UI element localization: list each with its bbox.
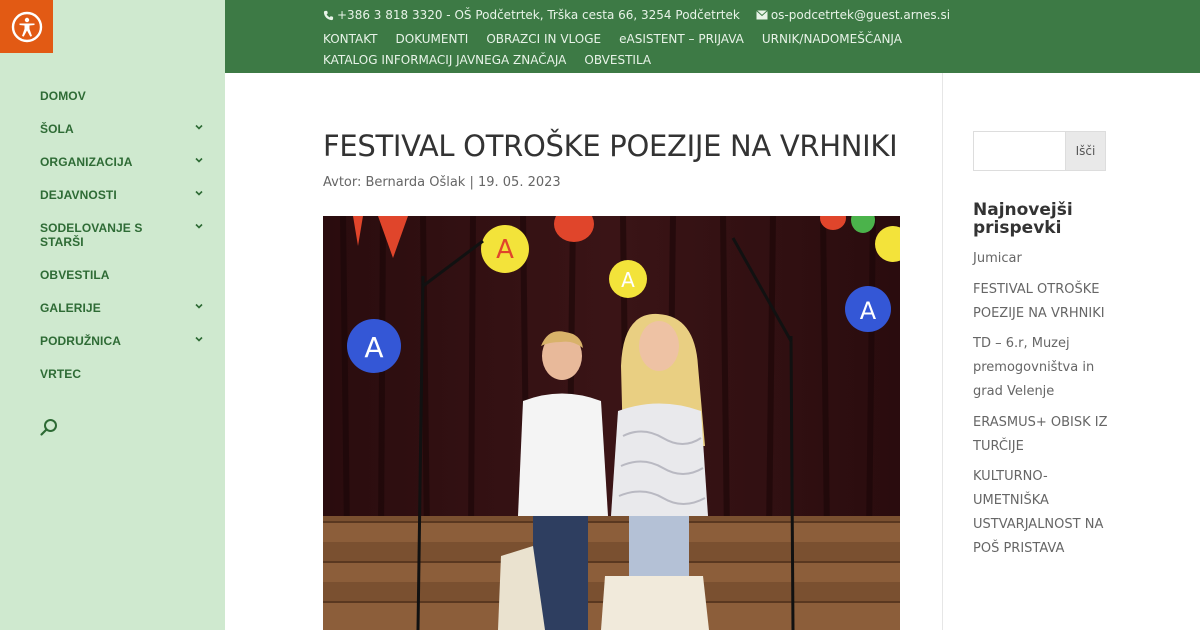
- top-nav-link[interactable]: OBRAZCI IN VLOGE: [486, 32, 602, 46]
- chevron-down-icon[interactable]: [194, 334, 204, 344]
- phone-icon: [323, 10, 334, 21]
- sidebar-search-button[interactable]: Išči: [1065, 132, 1105, 170]
- sidebar-nav-item[interactable]: [40, 301, 210, 315]
- svg-text:A: A: [859, 297, 877, 325]
- sidebar-nav-label: DOMOV: [40, 89, 86, 103]
- recent-post-link[interactable]: Jumicar: [973, 251, 1022, 266]
- phone-address-text: +386 3 818 3320 - OŠ Podčetrtek, Trška cesta 66, 3254 Podčetrtek: [337, 8, 740, 22]
- sidebar-nav-label: OBVESTILA: [40, 268, 110, 282]
- sidebar-nav-label: SODELOVANJE S STARŠI: [40, 221, 143, 249]
- sidebar-nav-label: PODRUŽNICA: [40, 334, 121, 348]
- sidebar-nav-item[interactable]: [40, 334, 210, 348]
- svg-text:A: A: [621, 268, 635, 292]
- sidebar-search-form: [973, 131, 1106, 171]
- top-header: [225, 0, 1200, 73]
- sidebar-search-input[interactable]: [974, 132, 1065, 170]
- search-icon[interactable]: [38, 417, 60, 439]
- top-nav: [323, 29, 963, 71]
- chevron-down-icon[interactable]: [194, 188, 204, 198]
- sidebar-nav-item[interactable]: [40, 89, 210, 103]
- sidebar-nav-item[interactable]: [40, 367, 210, 381]
- sidebar-nav-label: DEJAVNOSTI: [40, 188, 117, 202]
- chevron-down-icon[interactable]: [194, 221, 204, 231]
- recent-posts-list: [973, 247, 1113, 568]
- top-nav-link[interactable]: URNIK/NADOMEŠČANJA: [761, 32, 902, 46]
- post-title: FESTIVAL OTROŠKE POEZIJE NA VRHNIKI: [323, 129, 898, 163]
- sidebar-nav-label: GALERIJE: [40, 301, 101, 315]
- svg-text:A: A: [364, 331, 384, 364]
- svg-text:A: A: [496, 235, 514, 265]
- sidebar-nav-item[interactable]: [40, 188, 210, 202]
- chevron-down-icon[interactable]: [194, 301, 204, 311]
- sidebar-nav-item[interactable]: [40, 155, 210, 169]
- sidebar-nav-item[interactable]: [40, 221, 210, 249]
- contact-line: [323, 8, 950, 22]
- sidebar-nav-label: ŠOLA: [40, 122, 74, 136]
- recent-post-link[interactable]: ERASMUS+ OBISK IZ TURČIJE: [973, 414, 1108, 454]
- sidebar-nav-item[interactable]: [40, 122, 210, 136]
- recent-posts-title: Najnovejši prispevki: [973, 200, 1073, 238]
- top-nav-link[interactable]: KONTAKT: [323, 32, 378, 46]
- recent-post-link[interactable]: TD – 6.r, Muzej premogovništva in grad Velenje: [973, 336, 1095, 399]
- sidebar-nav-item[interactable]: [40, 268, 210, 282]
- top-nav-link[interactable]: KATALOG INFORMACIJ JAVNEGA ZNAČAJA: [323, 53, 567, 67]
- chevron-down-icon[interactable]: [194, 155, 204, 165]
- post-meta: Avtor: Bernarda Ošlak | 19. 05. 2023: [323, 175, 561, 190]
- top-nav-link[interactable]: DOKUMENTI: [395, 32, 469, 46]
- recent-post-link[interactable]: FESTIVAL OTROŠKE POEZIJE NA VRHNIKI: [973, 281, 1105, 321]
- sidebar-nav-label: ORGANIZACIJA: [40, 155, 133, 169]
- left-sidebar: [0, 0, 225, 630]
- top-nav-link[interactable]: OBVESTILA: [584, 53, 652, 67]
- accessibility-button[interactable]: [0, 0, 53, 53]
- post-photo: [323, 216, 900, 630]
- chevron-down-icon[interactable]: [194, 122, 204, 132]
- content-divider: [942, 73, 943, 630]
- accessibility-icon: [10, 10, 44, 44]
- main-nav: [40, 89, 210, 400]
- sidebar-nav-label: VRTEC: [40, 367, 82, 381]
- featured-image: [323, 216, 900, 630]
- top-nav-link[interactable]: eASISTENT – PRIJAVA: [619, 32, 744, 46]
- email-icon: [756, 10, 768, 20]
- recent-post-link[interactable]: KULTURNO-UMETNIŠKA USTVARJALNOST NA POŠ PRISTAVA: [973, 469, 1104, 556]
- email-link[interactable]: os-podcetrtek@guest.arnes.si: [770, 8, 951, 22]
